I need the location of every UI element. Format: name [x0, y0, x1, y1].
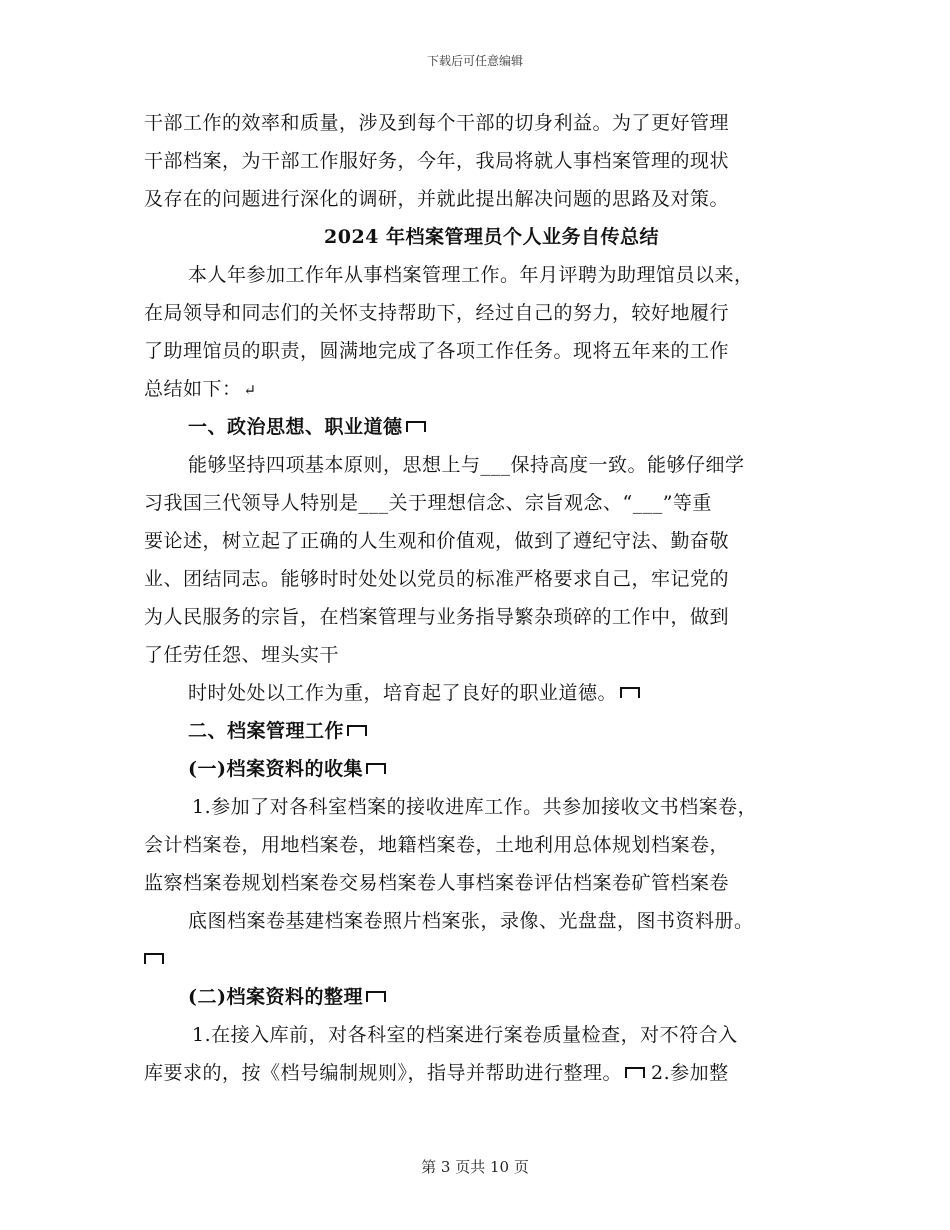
paragraph-line: 要论述，树立起了正确的人生观和价值观，做到了遵纪守法、勤奋敬 [144, 530, 730, 552]
paragraph-line: 1.在接入库前，对各科室的档案进行案卷质量检查，对不符合入 [192, 1024, 738, 1046]
paragraph-line: 库要求的，按《档号编制规则》，指导并帮助进行整理。 [144, 1062, 623, 1084]
paragraph-line: 了助理馆员的职责，圆满地完成了各项工作任务。现将五年来的工作 [144, 340, 730, 362]
paragraph-line: 底图档案卷基建档案卷照片档案张，录像、光盘盘，图书资料册。 [188, 910, 754, 932]
paragraph-line-with-mark [144, 1060, 729, 1086]
paragraph-line: 在局领导和同志们的关怀支持帮助下，经过自己的努力，较好地履行 [144, 302, 730, 324]
paragraph-line: 会计档案卷，用地档案卷，地籍档案卷，土地利用总体规划档案卷， [144, 834, 730, 856]
subsection-heading-1 [188, 756, 386, 782]
subsection-heading-2 [188, 984, 386, 1010]
heading-text: 二、档案管理工作 [188, 720, 345, 742]
heading-text: 一、政治思想、职业道德 [188, 416, 403, 438]
paragraph-mark-icon [406, 421, 426, 432]
paragraph-line: 监察档案卷规划档案卷交易档案卷人事档案卷评估档案卷矿管档案卷 [144, 872, 730, 894]
paragraph-line: 干部工作的效率和质量，涉及到每个干部的切身利益。为了更好管理 [144, 112, 730, 134]
paragraph-line: 干部档案，为干部工作服好务，今年，我局将就人事档案管理的现状 [144, 150, 730, 172]
paragraph-line: 了任劳任怨、埋头实干 [144, 644, 340, 666]
paragraph-mark-icon [366, 763, 386, 774]
paragraph-mark-icon [620, 687, 640, 698]
paragraph-mark-icon [366, 991, 386, 1002]
line-break-arrow-icon: ↵ [243, 381, 257, 399]
paragraph-line: 2.参加整 [651, 1062, 729, 1084]
paragraph-line-with-mark [144, 376, 257, 403]
paragraph-line: 总结如下： [144, 378, 242, 400]
paragraph-mark-icon [144, 953, 164, 964]
paragraph-line: 能够坚持四项基本原则，思想上与___保持高度一致。能够仔细学 [188, 454, 745, 476]
paragraph-line-with-mark [188, 680, 640, 706]
page-footer: 第 3 页共 10 页 [421, 1158, 529, 1176]
paragraph-line: 及存在的问题进行深化的调研，并就此提出解决问题的思路及对策。 [144, 188, 730, 210]
document-title: 2024 年档案管理员个人业务自传总结 [324, 226, 659, 248]
paragraph-line: 本人年参加工作年从事档案管理工作。年月评聘为助理馆员以来， [188, 264, 754, 286]
paragraph-line: 时时处处以工作为重，培育起了良好的职业道德。 [188, 682, 618, 704]
paragraph-mark-icon [347, 725, 367, 736]
paragraph-line: 为人民服务的宗旨，在档案管理与业务指导繁杂琐碎的工作中，做到 [144, 606, 730, 628]
paragraph-mark-icon [625, 1067, 645, 1078]
heading-text: (二)档案资料的整理 [188, 986, 363, 1008]
paragraph-line: 习我国三代领导人特别是___关于理想信念、宗旨观念、“___”等重 [144, 492, 712, 514]
section-heading-2 [188, 718, 367, 744]
paragraph-line: 业、团结同志。能够时时处处以党员的标准严格要求自己，牢记党的 [144, 568, 730, 590]
paragraph-line: 1.参加了对各科室档案的接收进库工作。共参加接收文书档案卷， [192, 796, 758, 818]
section-heading-1 [188, 414, 426, 440]
paragraph-mark-line [144, 946, 164, 972]
heading-text: (一)档案资料的收集 [188, 758, 363, 780]
page-header: 下载后可任意编辑 [426, 54, 523, 68]
